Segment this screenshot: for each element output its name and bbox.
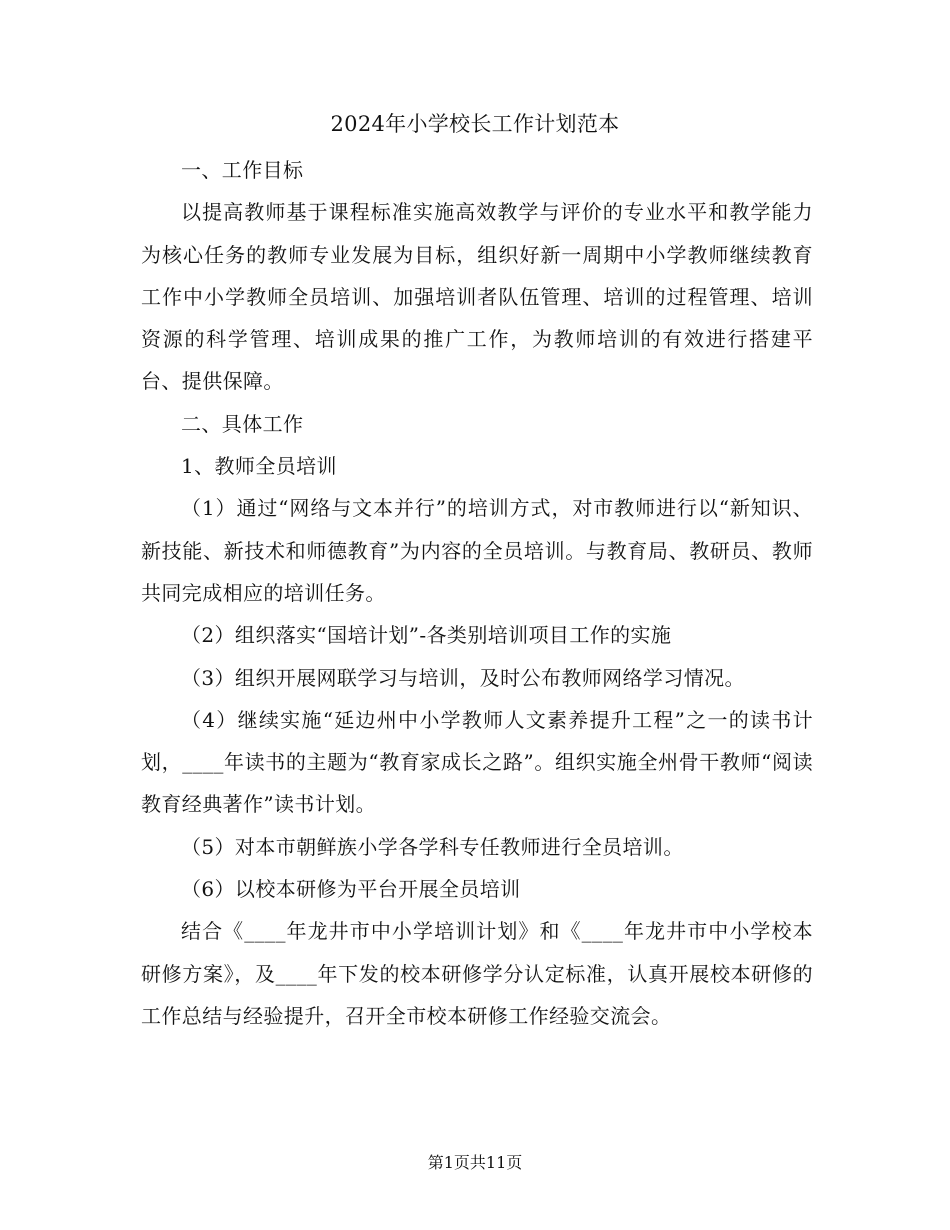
list-item-5: （5）对本市朝鲜族小学各学科专任教师进行全员培训。 — [181, 834, 684, 859]
list-item-3: （3）组织开展网联学习与培训，及时公布教师网络学习情况。 — [181, 665, 745, 690]
page-number-footer: 第1页共11页 — [427, 1153, 523, 1172]
document-title: 2024年小学校长工作计划范本 — [330, 112, 620, 136]
section-heading-tasks: 二、具体工作 — [181, 411, 304, 436]
section-heading-goals: 一、工作目标 — [181, 158, 304, 182]
subsection-heading-training: 1、教师全员培训 — [181, 454, 337, 479]
list-item-6: （6）以校本研修为平台开展全员培训 — [181, 877, 521, 902]
list-item-1: （1）通过“网络与文本并行”的培训方式，对市教师进行以“新知识、新技能、新技术和师德教育”为内容的全员培训。与教育局、教研员、教师共同完成相应的培训任务。 — [141, 496, 813, 605]
document-body — [141, 149, 813, 1037]
list-item-2: （2）组织落实“国培计划”-各类别培训项目工作的实施 — [181, 623, 672, 648]
list-item-4: （4）继续实施“延边州中小学教师人文素养提升工程”之一的读书计划，____年读书的主题为“教育家成长之路”。组织实施全州骨干教师“阅读教育经典著作”读书计划。 — [141, 707, 813, 817]
paragraph-goals: 以提高教师基于课程标准实施高效教学与评价的专业水平和教学能力为核心任务的教师专业发展为目标，组织好新一周期中小学教师继续教育工作中小学教师全员培训、加强培训者队伍管理、培训的过程管理、培训资源的科学管理、培训成果的推广工作，为教师培训的有效进行搭建平台、提供保障。 — [141, 200, 813, 394]
paragraph-school-research: 结合《____年龙井市中小学培训计划》和《____年龙井市中小学校本研修方案》，及____年下发的校本研修学分认定标准，认真开展校本研修的工作总结与经验提升，召开全市校本研修工作经验交流会。 — [141, 919, 813, 1028]
